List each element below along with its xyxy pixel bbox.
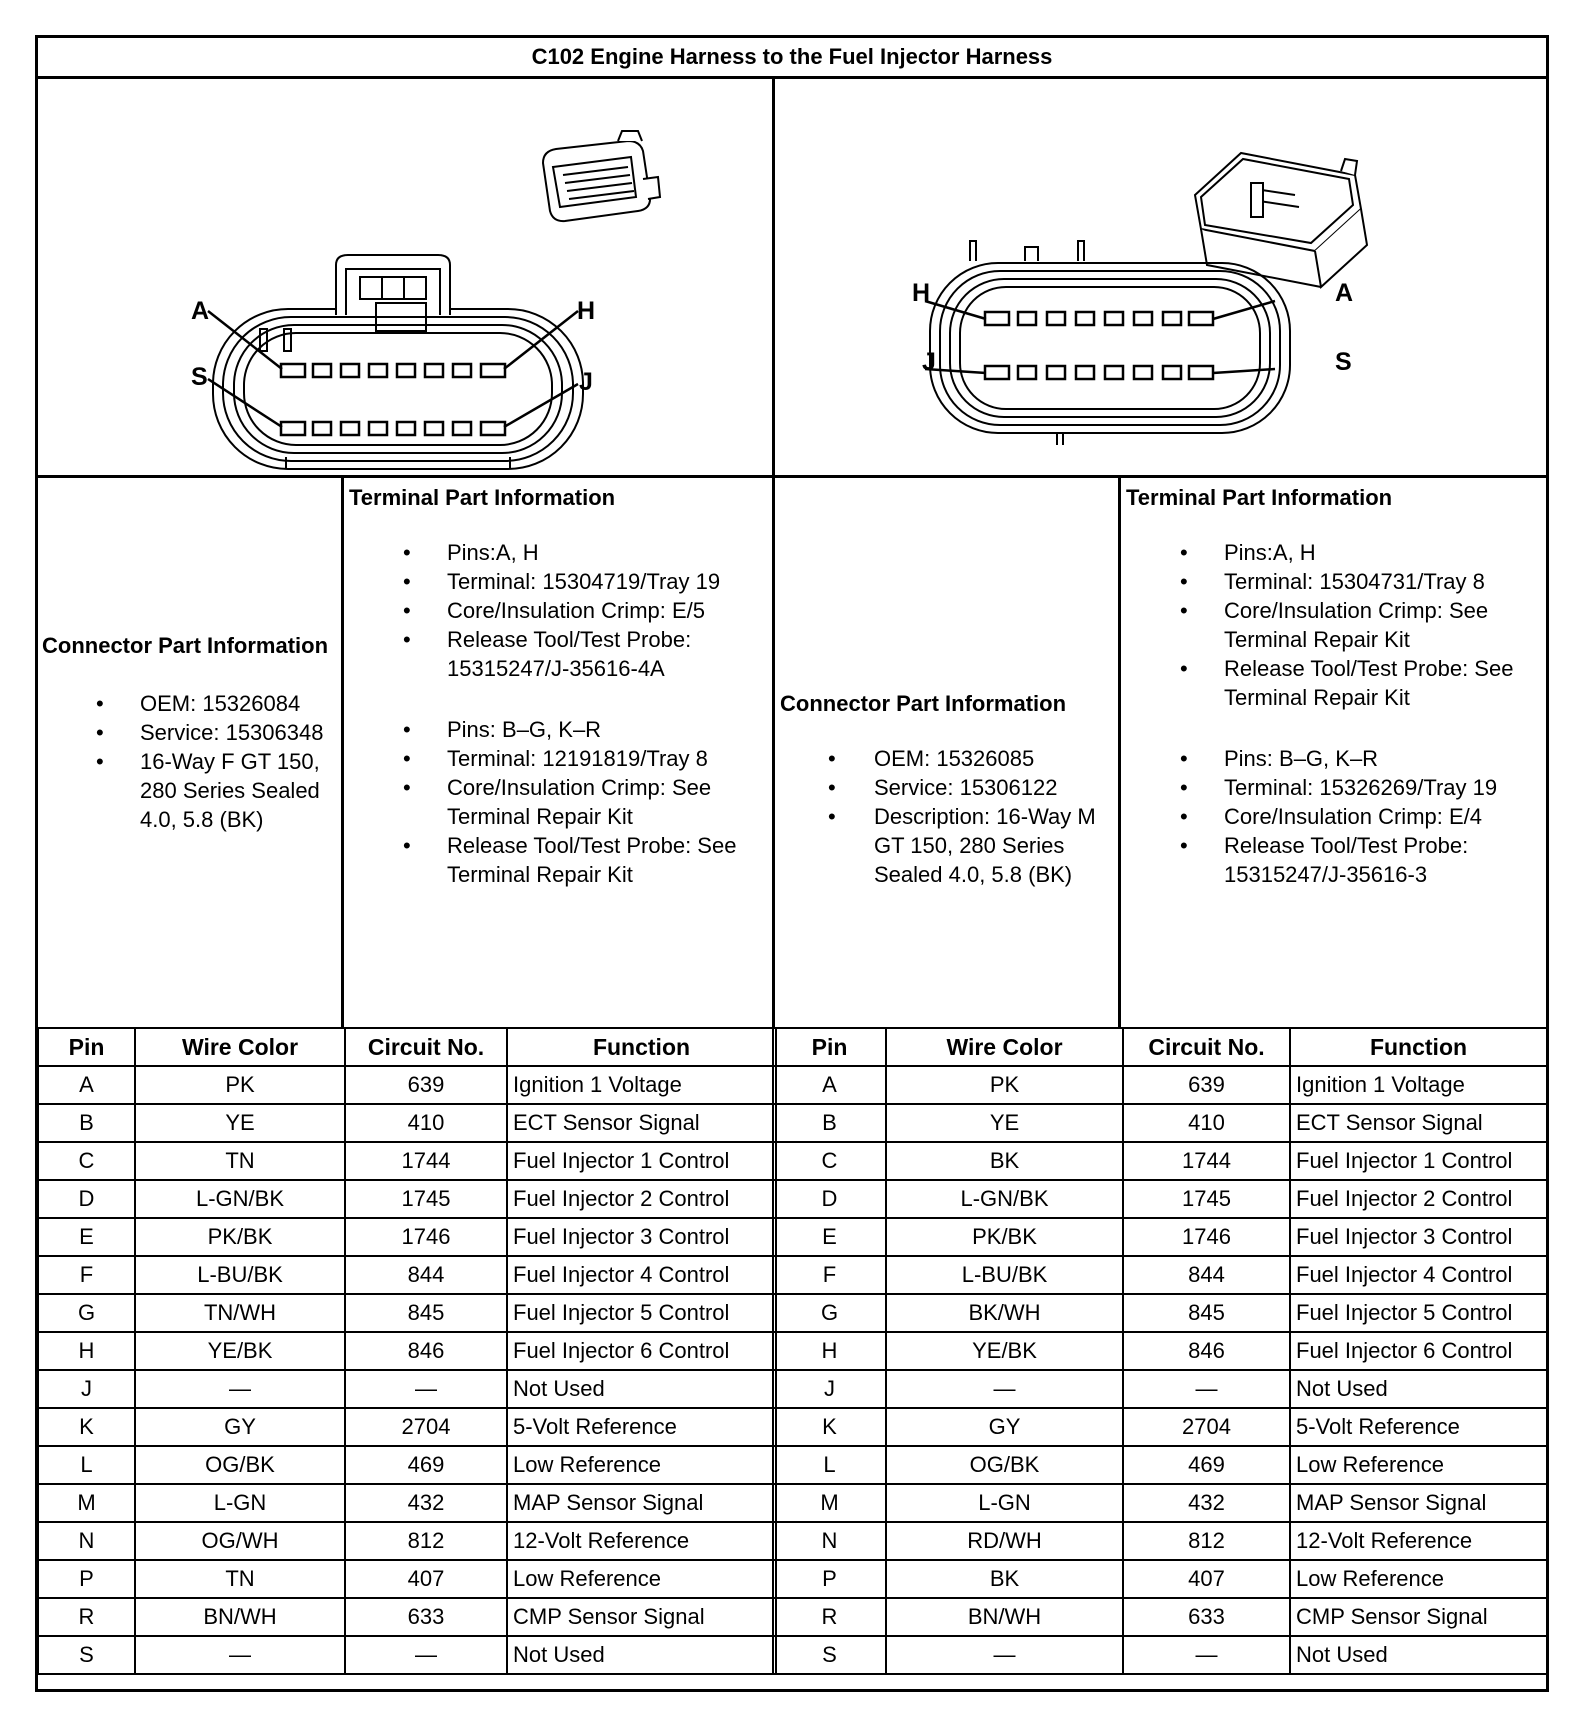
table-row [38,1370,776,1408]
wire-color-cell: YE/BK [886,1332,1123,1370]
connector-pinout-sheet [35,35,1549,1692]
table-row [773,1636,1547,1674]
pin-cell: J [773,1370,886,1408]
wire-color-cell: PK [886,1066,1123,1104]
function-cell: Fuel Injector 1 Control [507,1142,776,1180]
function-cell: Fuel Injector 4 Control [507,1256,776,1294]
bullet-icon: • [828,746,836,771]
bullet-icon: • [403,775,411,800]
wire-color-cell: OG/WH [135,1522,345,1560]
right-terminal-info-item: • Release Tool/Test Probe: See Terminal Repair Kit [1180,656,1514,710]
wire-color-cell: GY [135,1408,345,1446]
pin-header: Pin [773,1028,886,1066]
table-row [38,1066,776,1104]
circuit-no-cell: 410 [345,1104,507,1142]
pin-cell: K [773,1408,886,1446]
bullet-icon: • [96,749,104,774]
bullet-icon: • [403,569,411,594]
wire-color-cell: — [886,1370,1123,1408]
wire-color-cell: GY [886,1408,1123,1446]
right-terminal-info-item: • Pins: B–G, K–R [1180,746,1379,771]
wire-color-cell: TN [135,1560,345,1598]
circuit-no-cell: 1745 [345,1180,507,1218]
function-cell: Fuel Injector 5 Control [1290,1294,1547,1332]
circuit-no-cell: 469 [345,1446,507,1484]
function-cell: 5-Volt Reference [1290,1408,1547,1446]
pin-cell: F [38,1256,135,1294]
table-row [38,1104,776,1142]
circuit-no-cell: 639 [345,1066,507,1104]
left-terminal-info-item: • Core/Insulation Crimp: E/5 [403,598,705,623]
left-terminal-info [349,483,769,889]
bullet-icon: • [403,540,411,565]
pin-cell: M [38,1484,135,1522]
left-connector-info-item: • 16-Way F GT 150, 280 Series Sealed 4.0, 5.8 (BK) [96,749,320,832]
pin-cell: C [773,1142,886,1180]
right-connector-info-heading: Connector Part Information [780,691,1067,716]
wire-color-cell: L-BU/BK [135,1256,345,1294]
left-label-h: H [577,297,596,325]
function-cell: Fuel Injector 6 Control [507,1332,776,1370]
circuit-no-cell: 1746 [345,1218,507,1256]
pin-cell: D [773,1180,886,1218]
wire-color-cell: TN/WH [135,1294,345,1332]
wire-color-cell: BN/WH [886,1598,1123,1636]
left-connector-info-heading: Connector Part Information [42,633,329,658]
function-cell: Not Used [507,1636,776,1674]
wire-color-header: Wire Color [886,1028,1123,1066]
function-cell: Fuel Injector 1 Control [1290,1142,1547,1180]
wire-color-cell: TN [135,1142,345,1180]
circuit-no-cell: 633 [345,1598,507,1636]
function-cell: Fuel Injector 3 Control [1290,1218,1547,1256]
left-label-s: S [191,363,208,391]
pin-cell: S [38,1636,135,1674]
left-terminal-info-item: • Terminal: 12191819/Tray 8 [403,746,708,771]
wire-color-cell: PK [135,1066,345,1104]
pin-cell: R [38,1598,135,1636]
circuit-no-cell: 1745 [1123,1180,1290,1218]
pin-header: Pin [38,1028,135,1066]
wire-color-header: Wire Color [135,1028,345,1066]
pin-cell: K [38,1408,135,1446]
circuit-no-cell: — [345,1370,507,1408]
page-title: C102 Engine Harness to the Fuel Injector Harness [38,38,1546,79]
left-connector-icon [543,131,660,221]
function-cell: Low Reference [507,1446,776,1484]
table-row [38,1522,776,1560]
bullet-icon: • [1180,746,1188,771]
right-terminal-info-item: • Terminal: 15304731/Tray 8 [1180,569,1485,594]
wire-color-cell: BN/WH [135,1598,345,1636]
circuit-no-header: Circuit No. [345,1028,507,1066]
function-cell: ECT Sensor Signal [507,1104,776,1142]
circuit-no-cell: 845 [345,1294,507,1332]
function-cell: CMP Sensor Signal [1290,1598,1547,1636]
bullet-icon: • [828,775,836,800]
function-cell: CMP Sensor Signal [507,1598,776,1636]
table-row [38,1332,776,1370]
wire-color-cell: PK/BK [886,1218,1123,1256]
function-cell: Low Reference [507,1560,776,1598]
pin-cell: L [38,1446,135,1484]
circuit-no-cell: 844 [345,1256,507,1294]
pin-cell: B [773,1104,886,1142]
wire-color-cell: YE [135,1104,345,1142]
left-terminal-info-heading: Terminal Part Information [349,485,616,510]
table-row [773,1142,1547,1180]
function-cell: Ignition 1 Voltage [507,1066,776,1104]
function-cell: ECT Sensor Signal [1290,1104,1547,1142]
circuit-no-cell: 469 [1123,1446,1290,1484]
pin-cell: H [773,1332,886,1370]
wire-color-cell: L-GN/BK [135,1180,345,1218]
left-terminal-info-item: • Terminal: 15304719/Tray 19 [403,569,721,594]
right-label-a: A [1335,279,1354,307]
function-cell: 12-Volt Reference [1290,1522,1547,1560]
bullet-icon: • [1180,775,1188,800]
pin-cell: M [773,1484,886,1522]
function-cell: 5-Volt Reference [507,1408,776,1446]
right-label-s: S [1335,348,1352,376]
table-row [773,1522,1547,1560]
function-cell: Fuel Injector 2 Control [1290,1180,1547,1218]
left-connector-info-item: • Service: 15306348 [96,720,324,745]
left-info-divider [341,478,344,1029]
circuit-no-cell: 845 [1123,1294,1290,1332]
function-cell: Not Used [507,1370,776,1408]
pin-cell: F [773,1256,886,1294]
right-terminal-info-heading: Terminal Part Information [1126,485,1393,510]
function-cell: Fuel Injector 3 Control [507,1218,776,1256]
wire-color-cell: BK [886,1560,1123,1598]
table-row [773,1332,1547,1370]
pin-cell: D [38,1180,135,1218]
bullet-icon: • [1180,656,1188,681]
pin-cell: L [773,1446,886,1484]
bullet-icon: • [403,717,411,742]
function-cell: Not Used [1290,1636,1547,1674]
circuit-no-cell: 407 [345,1560,507,1598]
right-terminal-info-item: • Release Tool/Test Probe: 15315247/J-35616-3 [1180,833,1469,887]
table-row [773,1446,1547,1484]
pin-cell: A [773,1066,886,1104]
table-row [773,1560,1547,1598]
function-cell: 12-Volt Reference [507,1522,776,1560]
circuit-no-cell: 1744 [1123,1142,1290,1180]
table-row [773,1294,1547,1332]
table-row [773,1066,1547,1104]
table-row [38,1142,776,1180]
circuit-no-header: Circuit No. [1123,1028,1290,1066]
pin-cell: H [38,1332,135,1370]
right-connector-info-item: • OEM: 15326085 [828,746,1035,771]
table-row [773,1180,1547,1218]
function-header: Function [1290,1028,1547,1066]
left-connector-info [42,631,338,834]
circuit-no-cell: — [1123,1636,1290,1674]
table-row [773,1484,1547,1522]
right-connector-info [780,689,1114,889]
circuit-no-cell: 2704 [345,1408,507,1446]
circuit-no-cell: 432 [345,1484,507,1522]
table-row [773,1598,1547,1636]
wire-color-cell: L-GN [886,1484,1123,1522]
right-connector-icon [1195,153,1367,287]
table-row [773,1370,1547,1408]
bullet-icon: • [403,746,411,771]
right-pinout-table [772,1027,1548,1675]
wire-color-cell: L-GN/BK [886,1180,1123,1218]
function-cell: Fuel Injector 4 Control [1290,1256,1547,1294]
table-row [38,1446,776,1484]
wire-color-cell: RD/WH [886,1522,1123,1560]
wire-color-cell: BK/WH [886,1294,1123,1332]
bullet-icon: • [96,691,104,716]
right-label-j: J [922,348,936,376]
circuit-no-cell: 812 [1123,1522,1290,1560]
function-cell: Fuel Injector 6 Control [1290,1332,1547,1370]
bullet-icon: • [1180,598,1188,623]
pin-cell: P [773,1560,886,1598]
wire-color-cell: L-BU/BK [886,1256,1123,1294]
circuit-no-cell: 1746 [1123,1218,1290,1256]
bullet-icon: • [828,804,836,829]
circuit-no-cell: — [345,1636,507,1674]
pin-cell: C [38,1142,135,1180]
function-cell: Low Reference [1290,1446,1547,1484]
circuit-no-cell: 844 [1123,1256,1290,1294]
table-row [38,1256,776,1294]
circuit-no-cell: 846 [1123,1332,1290,1370]
wire-color-cell: PK/BK [135,1218,345,1256]
left-label-j: J [579,368,593,396]
function-cell: Not Used [1290,1370,1547,1408]
circuit-no-cell: — [1123,1370,1290,1408]
function-header: Function [507,1028,776,1066]
right-label-h: H [912,279,931,307]
bullet-icon: • [403,833,411,858]
function-cell: Fuel Injector 2 Control [507,1180,776,1218]
left-connector-diagram [38,79,772,475]
left-connector-info-item: • OEM: 15326084 [96,691,301,716]
circuit-no-cell: 633 [1123,1598,1290,1636]
pin-cell: N [38,1522,135,1560]
right-terminal-info-item: • Core/Insulation Crimp: E/4 [1180,804,1482,829]
right-info-divider [1118,478,1121,1029]
bullet-icon: • [1180,540,1188,565]
bullet-icon: • [1180,804,1188,829]
wire-color-cell: OG/BK [135,1446,345,1484]
pin-cell: E [773,1218,886,1256]
left-terminal-info-item: • Pins: B–G, K–R [403,717,602,742]
left-terminal-info-item: • Release Tool/Test Probe: 15315247/J-35616-4A [403,627,692,681]
circuit-no-cell: 2704 [1123,1408,1290,1446]
pin-cell: G [773,1294,886,1332]
function-cell: Fuel Injector 5 Control [507,1294,776,1332]
left-pin-cavities [281,364,505,435]
table-row [38,1636,776,1674]
function-cell: Low Reference [1290,1560,1547,1598]
right-terminal-info-item: • Terminal: 15326269/Tray 19 [1180,775,1498,800]
table-row [773,1408,1547,1446]
left-pinout-table [37,1027,777,1675]
bullet-icon: • [1180,569,1188,594]
left-terminal-info-item: • Release Tool/Test Probe: See Terminal Repair Kit [403,833,737,887]
wire-color-cell: — [135,1636,345,1674]
table-header-row [773,1028,1547,1066]
left-terminal-info-item: • Core/Insulation Crimp: See Terminal Repair Kit [403,775,712,829]
table-row [773,1256,1547,1294]
right-connector-diagram [775,79,1546,475]
table-row [38,1218,776,1256]
wire-color-cell: L-GN [135,1484,345,1522]
wire-color-cell: YE/BK [135,1332,345,1370]
wire-color-cell: BK [886,1142,1123,1180]
right-connector-info-item: • Service: 15306122 [828,775,1058,800]
table-row [773,1104,1547,1142]
pin-cell: B [38,1104,135,1142]
left-label-a: A [191,297,210,325]
circuit-no-cell: 1744 [345,1142,507,1180]
table-row [38,1484,776,1522]
pin-cell: A [38,1066,135,1104]
bullet-icon: • [403,598,411,623]
right-connector-info-item: • Description: 16-Way M GT 150, 280 Series Sealed 4.0, 5.8 (BK) [828,804,1096,887]
circuit-no-cell: 432 [1123,1484,1290,1522]
pin-cell: G [38,1294,135,1332]
table-header-row [38,1028,776,1066]
wire-color-cell: OG/BK [886,1446,1123,1484]
circuit-no-cell: 846 [345,1332,507,1370]
table-row [38,1598,776,1636]
pin-cell: P [38,1560,135,1598]
pin-cell: R [773,1598,886,1636]
table-row [38,1180,776,1218]
circuit-no-cell: 812 [345,1522,507,1560]
left-connector-face [213,255,583,469]
diagram-divider [38,475,1546,478]
left-terminal-info-item: • Pins:A, H [403,540,539,565]
function-cell: Ignition 1 Voltage [1290,1066,1547,1104]
bullet-icon: • [96,720,104,745]
right-terminal-info [1126,483,1546,889]
bullet-icon: • [403,627,411,652]
circuit-no-cell: 407 [1123,1560,1290,1598]
wire-color-cell: — [135,1370,345,1408]
table-row [38,1560,776,1598]
function-cell: MAP Sensor Signal [1290,1484,1547,1522]
wire-color-cell: YE [886,1104,1123,1142]
bullet-icon: • [1180,833,1188,858]
wire-color-cell: — [886,1636,1123,1674]
circuit-no-cell: 639 [1123,1066,1290,1104]
table-row [773,1218,1547,1256]
right-terminal-info-item: • Core/Insulation Crimp: See Terminal Repair Kit [1180,598,1489,652]
pin-cell: E [38,1218,135,1256]
table-row [38,1294,776,1332]
right-pin-cavities [985,312,1213,379]
right-terminal-info-item: • Pins:A, H [1180,540,1316,565]
function-cell: MAP Sensor Signal [507,1484,776,1522]
pin-cell: N [773,1522,886,1560]
right-leader-lines [925,301,1275,373]
table-row [38,1408,776,1446]
pin-cell: S [773,1636,886,1674]
pin-cell: J [38,1370,135,1408]
circuit-no-cell: 410 [1123,1104,1290,1142]
